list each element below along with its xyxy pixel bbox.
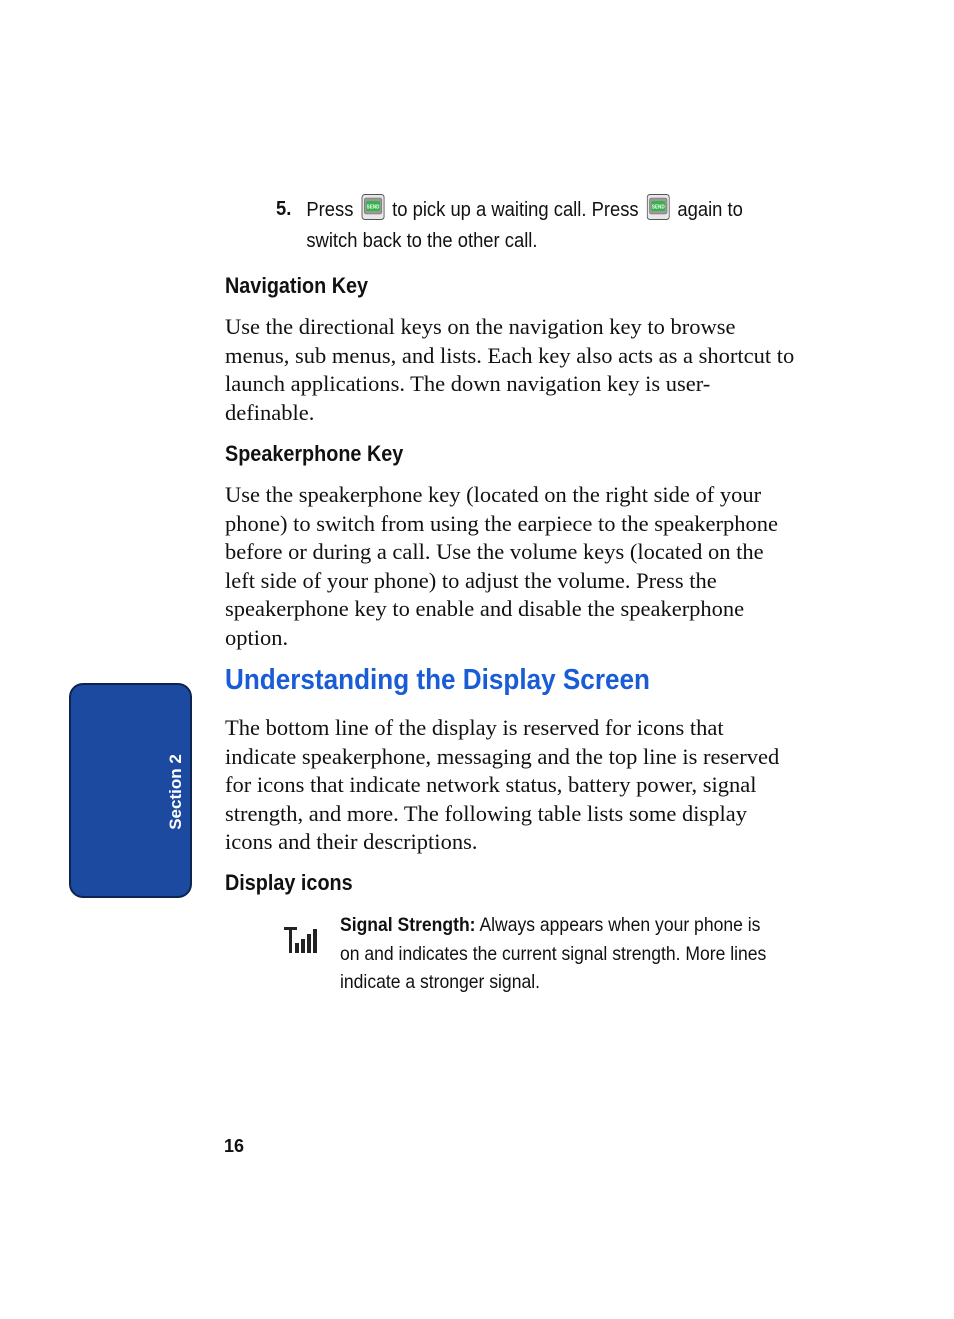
signal-strength-icon [283,925,321,955]
step-text-press-1: Press [306,199,354,221]
speakerphone-key-heading: Speakerphone Key [225,441,404,466]
signal-strength-label: Signal Strength: [340,914,476,936]
step-text-end: again to switch back to the other call. [306,199,743,252]
send-key-label-2: SEND [651,205,665,211]
step-item-5 [276,194,754,257]
signal-strength-text: Always appears when your phone is on and indicates the current signal strength. More lines indicate a stronger signal. [340,914,767,993]
section-tab-label: Section 2 [166,754,185,830]
signal-strength-description [340,911,772,997]
navigation-key-body: Use the directional keys on the navigation key to browse menus, sub menus, and lists. Each key also acts as a shortcut to launch applications. The down navigation key is user-definable. [225,314,795,425]
speakerphone-key-body: Use the speakerphone key (located on the right side of your phone) to switch from using the earpiece to the speakerphone before or during a call. Use the volume keys (located on the left side of your phone) to adjust the volume. Press the speakerphone key to enable and disable the speakerphone option. [225,482,778,650]
step-text-mid: to pick up a waiting call. Press [392,199,639,221]
step-number: 5. [276,198,292,220]
display-screen-body: The bottom line of the display is reserved for icons that indicate speakerphone, messaging and the top line is reserved for icons that indicate network status, battery power, signal strength, and more. The following table lists some display icons and their descriptions. [225,715,780,855]
step-text [306,194,754,257]
section-title: Understanding the Display Screen [225,664,650,696]
send-key-label: SEND [366,205,380,211]
page-number: 16 [224,1136,245,1156]
navigation-key-heading: Navigation Key [225,273,369,298]
send-key-icon-2 [647,194,670,220]
display-icons-heading: Display icons [225,870,353,895]
send-key-icon [361,194,384,220]
